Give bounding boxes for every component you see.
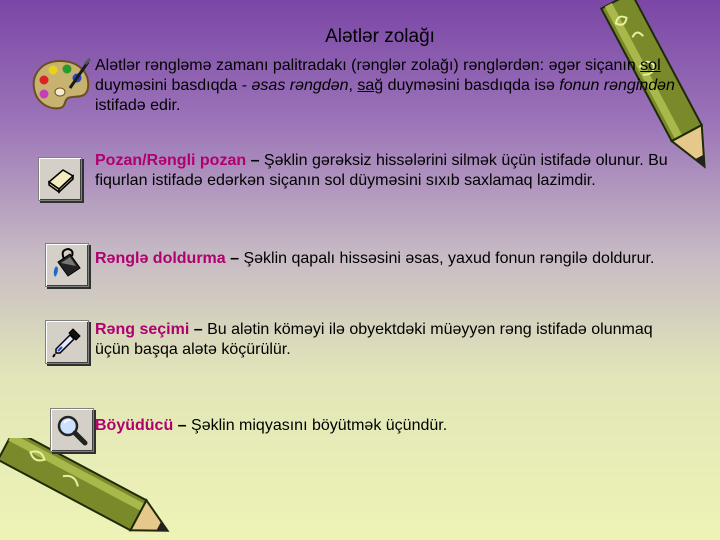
magnifier-tool-button[interactable] (50, 408, 94, 452)
tool-eraser (95, 151, 675, 191)
intro-text: duyməsini basdıqda - (95, 77, 252, 94)
tool-fill-description: Şəklin qapalı hissəsini əsas, yaxud fonun rəngilə doldurur. (243, 250, 655, 267)
palette-icon (30, 58, 92, 113)
intro-main-color-text: əsas rəngdən (251, 77, 349, 94)
tool-fill (95, 249, 675, 269)
magnifier-icon (51, 409, 93, 451)
tool-color-picker-term: Rəng seçimi (95, 321, 190, 338)
dash: – (225, 250, 244, 267)
tool-magnifier-term: Böyüdücü (95, 417, 174, 434)
dash: – (246, 152, 264, 169)
tool-magnifier (95, 416, 675, 436)
intro-text: duyməsini basdıqda isə (383, 77, 560, 94)
intro-right-button-text: sağ (357, 77, 384, 94)
intro-left-button-text: sol (640, 57, 661, 74)
color-picker-tool-button[interactable] (45, 320, 89, 364)
eraser-icon (39, 158, 81, 200)
page-title: Alətlər zolağı (325, 26, 435, 47)
paint-bucket-icon (46, 244, 88, 286)
dash: – (173, 417, 192, 434)
tool-color-picker (95, 320, 675, 360)
tool-magnifier-description: Şəklin miqyasını böyütmək üçündür. (191, 417, 448, 434)
tool-color-picker-description: Bu alətin köməyi ilə obyektdəki müəyyən rəng istifadə olunmaq üçün başqa alətə köçürülür. (95, 321, 653, 358)
dash: – (189, 321, 208, 338)
fill-tool-button[interactable] (45, 243, 89, 287)
intro-text: , (348, 77, 358, 94)
intro-text: istifadə edir. (95, 97, 181, 114)
intro-text: Alətlər rəngləmə zamanı palitradakı (rənglər zolağı) rənglərdən: əgər siçanın (95, 57, 641, 74)
tool-eraser-description: Şəklin gərəksiz hissələrini silmək üçün istifadə olunur. Bu fiqurlan istifadə edərkən siçanın sol düyməsini sıxıb saxlamaq lazimdir. (95, 152, 668, 189)
eyedropper-icon (46, 321, 88, 363)
pencil-decoration-bottom-left-icon (0, 438, 175, 540)
tool-fill-term: Rənglə doldurma (95, 250, 226, 267)
intro-paragraph (95, 56, 675, 116)
intro-background-color-text: fonun rəngindən (559, 77, 675, 94)
tool-eraser-term: Pozan/Rəngli pozan (95, 152, 247, 169)
eraser-tool-button[interactable] (38, 157, 82, 201)
